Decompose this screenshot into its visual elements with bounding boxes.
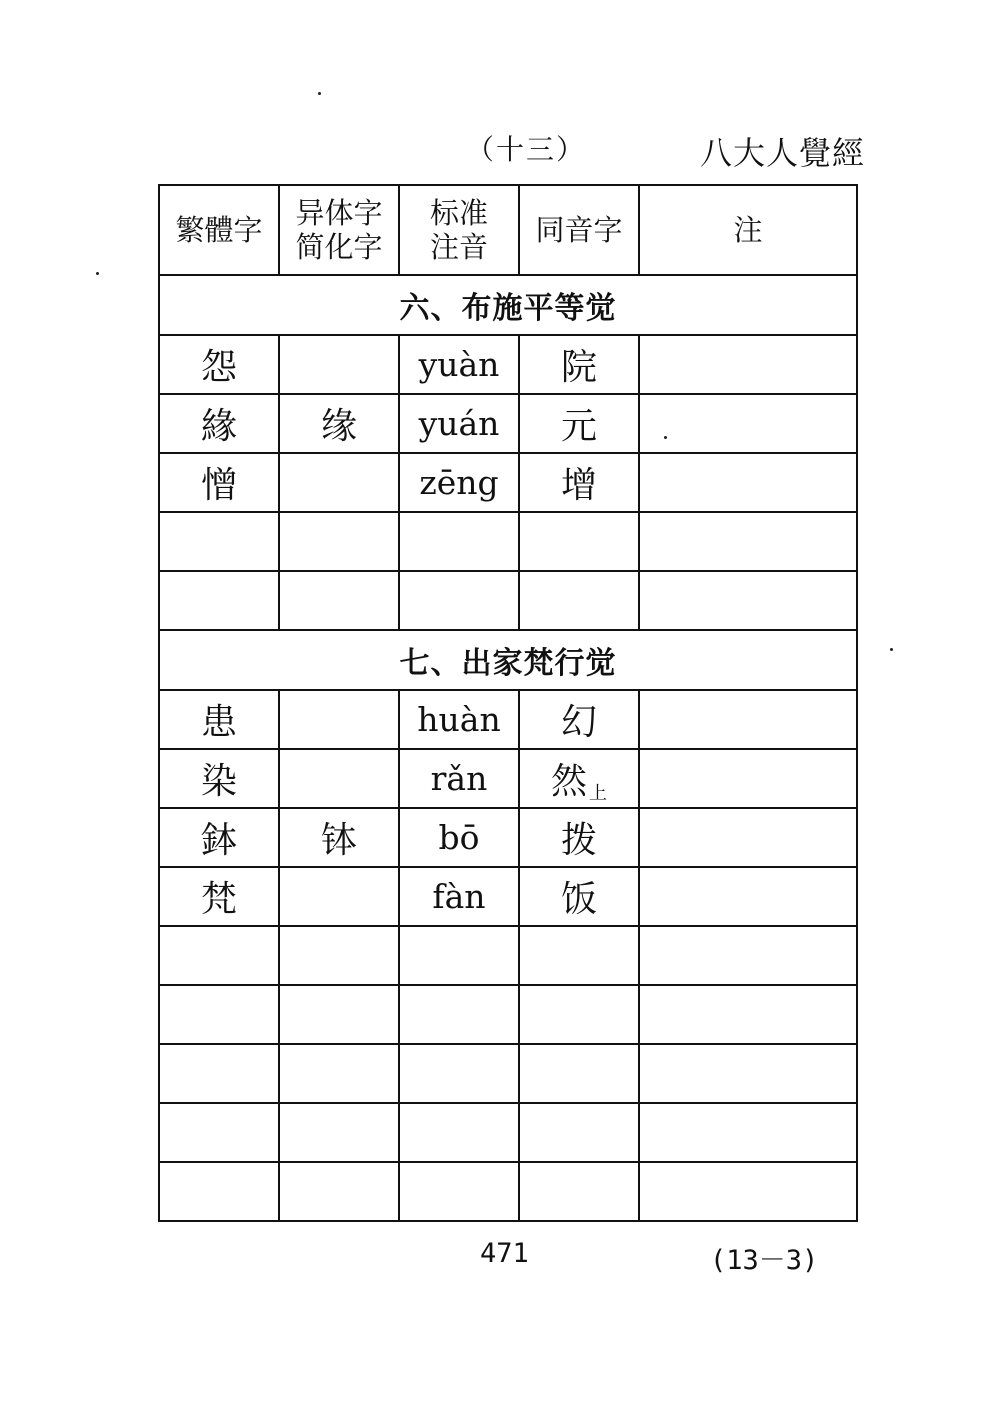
- empty-row: [159, 985, 857, 1044]
- empty-cell: [279, 571, 399, 630]
- section-number: （十三）: [466, 133, 587, 166]
- table-row: [159, 335, 857, 394]
- empty-cell: [399, 985, 519, 1044]
- empty-row: [159, 1103, 857, 1162]
- scan-speck: [890, 648, 893, 651]
- col-header-pinyin-line1: 标准: [429, 196, 488, 230]
- empty-cell: [399, 571, 519, 630]
- homophone-char: [519, 335, 639, 394]
- empty-cell: [279, 1044, 399, 1103]
- homophone-char: [519, 394, 639, 453]
- empty-cell: [399, 1103, 519, 1162]
- variant-char: [279, 453, 399, 512]
- col-header-variant-line1: 异体字: [295, 196, 383, 230]
- character-table: [158, 184, 858, 1222]
- empty-cell: [159, 571, 279, 630]
- variant-char: 钵: [279, 808, 399, 867]
- section-heading-row: [159, 275, 857, 335]
- empty-row: [159, 512, 857, 571]
- empty-cell: [279, 1103, 399, 1162]
- empty-cell: [159, 1044, 279, 1103]
- empty-cell: [519, 1162, 639, 1221]
- homophone-text: 拨: [560, 820, 597, 861]
- empty-cell: [399, 512, 519, 571]
- homophone-text: 幻: [560, 702, 597, 743]
- empty-cell: [639, 1162, 857, 1221]
- empty-cell: [399, 926, 519, 985]
- table-row: [159, 394, 857, 453]
- traditional-char: 梵: [159, 867, 279, 926]
- empty-cell: [279, 926, 399, 985]
- note-cell: [639, 867, 857, 926]
- empty-cell: [159, 926, 279, 985]
- traditional-char: 怨: [159, 335, 279, 394]
- traditional-char: 染: [159, 749, 279, 808]
- traditional-char: 患: [159, 690, 279, 749]
- homophone-char: [519, 453, 639, 512]
- table-row: [159, 867, 857, 926]
- table-header-row: [159, 185, 857, 275]
- empty-cell: [159, 1162, 279, 1221]
- page-code: (13－3): [710, 1245, 819, 1276]
- pinyin: yuàn: [399, 335, 519, 394]
- empty-cell: [639, 571, 857, 630]
- homophone-text: 然: [550, 760, 587, 802]
- sutra-title: 八大人覺經: [700, 134, 866, 172]
- col-header-traditional: 繁體字: [159, 185, 279, 275]
- empty-cell: [279, 512, 399, 571]
- homophone-char: [519, 867, 639, 926]
- tone-mark: 上: [589, 782, 607, 804]
- empty-row: [159, 1044, 857, 1103]
- empty-cell: [519, 512, 639, 571]
- traditional-char: 憎: [159, 453, 279, 512]
- pinyin: yuán: [399, 394, 519, 453]
- homophone-text: 院: [560, 347, 597, 388]
- note-cell: [639, 690, 857, 749]
- homophone-char: [519, 808, 639, 867]
- note-cell: [639, 453, 857, 512]
- col-header-variant: [279, 185, 399, 275]
- col-header-pinyin: [399, 185, 519, 275]
- pinyin: zēng: [399, 453, 519, 512]
- empty-row: [159, 926, 857, 985]
- empty-cell: [519, 985, 639, 1044]
- table-row: [159, 808, 857, 867]
- section-title: 六、布施平等觉: [159, 275, 857, 335]
- empty-cell: [639, 1044, 857, 1103]
- col-header-note: 注: [639, 185, 857, 275]
- pinyin: fàn: [399, 867, 519, 926]
- empty-cell: [399, 1044, 519, 1103]
- scan-speck: [664, 436, 667, 439]
- empty-cell: [519, 1044, 639, 1103]
- variant-char: 缘: [279, 394, 399, 453]
- homophone-text: 饭: [560, 879, 597, 920]
- variant-char: [279, 867, 399, 926]
- empty-row: [159, 571, 857, 630]
- col-header-pinyin-line2: 注音: [429, 230, 488, 264]
- page-number: 471: [480, 1238, 529, 1269]
- table-row: [159, 453, 857, 512]
- note-cell: [639, 749, 857, 808]
- traditional-char: 緣: [159, 394, 279, 453]
- note-cell: [639, 394, 857, 453]
- empty-cell: [399, 1162, 519, 1221]
- empty-cell: [159, 512, 279, 571]
- empty-cell: [639, 926, 857, 985]
- scan-speck: [318, 92, 321, 95]
- homophone-text: 元: [560, 406, 597, 447]
- section-heading-row: [159, 630, 857, 690]
- empty-cell: [279, 1162, 399, 1221]
- empty-cell: [159, 1103, 279, 1162]
- empty-row: [159, 1162, 857, 1221]
- table-row: [159, 690, 857, 749]
- empty-cell: [639, 1103, 857, 1162]
- empty-cell: [639, 512, 857, 571]
- variant-char: [279, 335, 399, 394]
- homophone-char: [519, 690, 639, 749]
- empty-cell: [519, 926, 639, 985]
- section-title: 七、出家梵行觉: [159, 630, 857, 690]
- traditional-char: 鉢: [159, 808, 279, 867]
- homophone-text: 增: [560, 465, 597, 506]
- empty-cell: [159, 985, 279, 1044]
- pinyin: bō: [399, 808, 519, 867]
- scan-speck: [96, 272, 99, 275]
- col-header-variant-line2: 简化字: [295, 230, 383, 264]
- empty-cell: [519, 571, 639, 630]
- pinyin: rǎn: [399, 749, 519, 808]
- empty-cell: [639, 985, 857, 1044]
- empty-cell: [279, 985, 399, 1044]
- note-cell: [639, 335, 857, 394]
- variant-char: [279, 690, 399, 749]
- pinyin: huàn: [399, 690, 519, 749]
- note-cell: [639, 808, 857, 867]
- col-header-homophone: 同音字: [519, 185, 639, 275]
- variant-char: [279, 749, 399, 808]
- empty-cell: [519, 1103, 639, 1162]
- table-row: [159, 749, 857, 808]
- homophone-char: [519, 749, 639, 808]
